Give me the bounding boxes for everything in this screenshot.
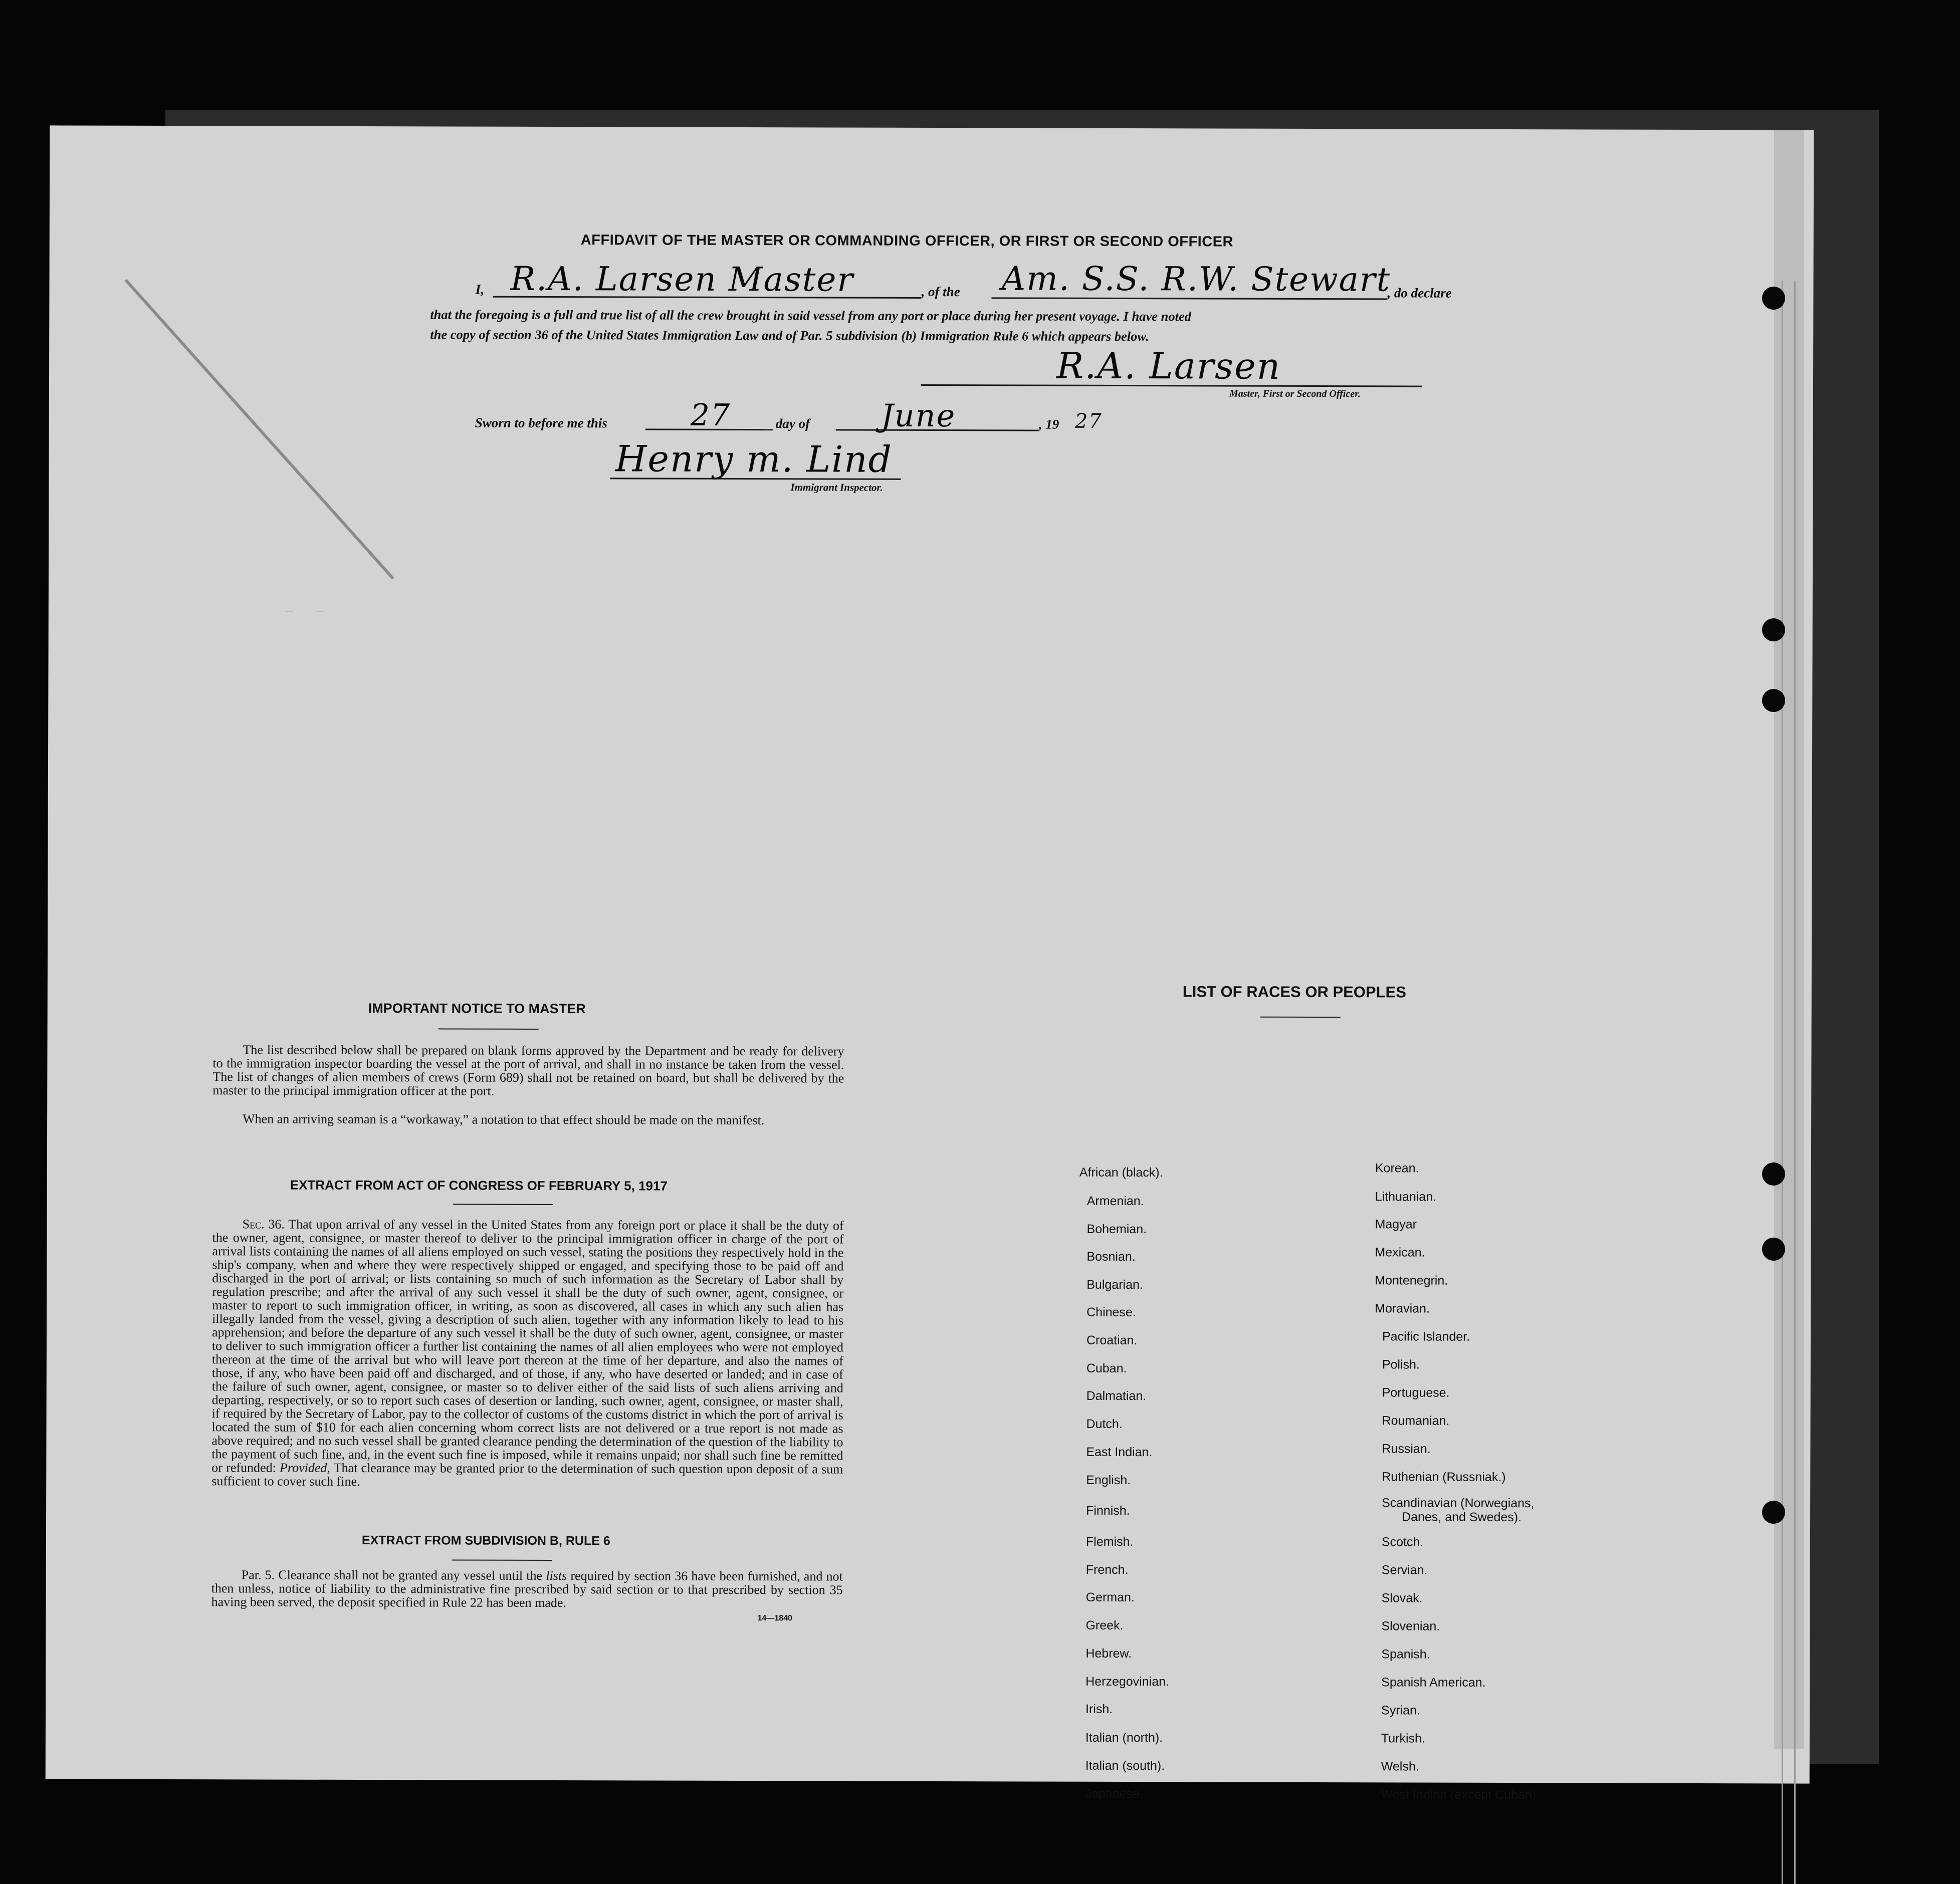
race-item: Welsh. — [1381, 1759, 1419, 1774]
provided-word: Provided, — [280, 1460, 330, 1475]
inspector-caption: Immigrant Inspector. — [790, 481, 883, 494]
race-item: Korean. — [1375, 1161, 1419, 1175]
fold-crease — [125, 279, 394, 580]
races-title: LIST OF RACES OR PEOPLES — [1182, 983, 1406, 1001]
race-item: Mexican. — [1375, 1245, 1425, 1260]
year-prefix: , 19 — [1038, 416, 1059, 432]
sworn-month: June — [881, 397, 956, 434]
affidavit-i: I, — [475, 282, 485, 298]
sec-label: Sec. 36. — [242, 1217, 285, 1232]
punch-hole — [1762, 1162, 1785, 1186]
race-item: Spanish American. — [1381, 1675, 1486, 1690]
race-item: Montenegrin. — [1375, 1273, 1448, 1288]
race-item: Bohemian. — [1086, 1222, 1147, 1237]
race-item: Turkish. — [1381, 1731, 1425, 1746]
lists-word: lists — [546, 1568, 567, 1583]
extract-act-end: That clearance may be granted prior to the determination of such question upon deposit of a sum sufficient to cover such fine. — [211, 1460, 843, 1489]
race-item: East Indian. — [1086, 1445, 1153, 1460]
race-item: Danes, and Swedes). — [1402, 1510, 1522, 1525]
race-item: German. — [1085, 1590, 1135, 1605]
strip-line — [1794, 281, 1796, 1884]
punch-hole — [1762, 1501, 1785, 1524]
race-item: Polish. — [1382, 1357, 1420, 1372]
do-declare-label: , do declare — [1387, 285, 1452, 301]
race-item: Moravian. — [1375, 1301, 1430, 1316]
race-item: Bulgarian. — [1086, 1277, 1143, 1292]
race-item: Pacific Islander. — [1382, 1329, 1470, 1344]
race-item: Slovak. — [1381, 1591, 1423, 1605]
race-item: Armenian. — [1086, 1194, 1144, 1209]
notice-paragraph-1: The list described below shall be prepared on blank forms approved by the Department and be ready for delivery to the immigration inspector boarding the vessel at the port of arrival, and shall in no instance be taken from the vessel. The list of changes of alien members of crews (Form 689) shall not be retained on board, but shall be delivered by the master to the principal immigration officer at the port. — [212, 1042, 844, 1098]
race-item: English. — [1086, 1473, 1131, 1488]
strip-line — [1782, 281, 1783, 1884]
punch-hole — [1762, 618, 1785, 641]
race-item: West Indian (except Cuban). — [1381, 1787, 1540, 1802]
race-item: Scandinavian (Norwegians, — [1382, 1496, 1535, 1511]
race-item: Hebrew. — [1085, 1646, 1132, 1661]
of-the-label: , of the — [921, 284, 960, 300]
race-item: Spanish. — [1381, 1647, 1430, 1662]
race-item: African (black). — [1079, 1165, 1163, 1180]
race-item: Finnish. — [1086, 1503, 1130, 1518]
race-item: Chinese. — [1086, 1305, 1136, 1320]
punch-hole — [1762, 689, 1785, 712]
extract-act-text — [211, 1217, 843, 1489]
master-caption: Master, First or Second Officer. — [1229, 388, 1361, 400]
rule-text-b: required by section 36 have been furnished, and not then unless, notice of liability to the administrative fine prescribed by said section or to that prescribed by section 35 having been served, the deposit specified in Rule 22 has been made. — [211, 1568, 843, 1610]
race-item: Bosnian. — [1086, 1249, 1136, 1264]
race-item: Servian. — [1381, 1563, 1428, 1577]
sworn-day: 27 — [690, 397, 731, 433]
races-divider — [1260, 1017, 1341, 1018]
extract-rule-title: EXTRACT FROM SUBDIVISION B, RULE 6 — [361, 1533, 610, 1548]
race-item: Scotch. — [1381, 1535, 1424, 1549]
extract-act-title: EXTRACT FROM ACT OF CONGRESS OF FEBRUARY 5, 1917 — [290, 1177, 668, 1194]
punch-hole — [1762, 287, 1785, 310]
race-item: Cuban. — [1086, 1361, 1127, 1376]
race-item: Croatian. — [1086, 1333, 1138, 1348]
punch-hole — [1762, 1238, 1785, 1261]
race-item: Italian (north). — [1085, 1730, 1163, 1745]
affidavit-title: AFFIDAVIT OF THE MASTER OR COMMANDING OFFICER, OR FIRST OR SECOND OFFICER — [580, 232, 1234, 250]
manifest-page — [46, 125, 1814, 1802]
race-item: Syrian. — [1381, 1703, 1420, 1718]
vessel-name-handwritten: Am. S.S. R.W. Stewart — [1001, 259, 1391, 299]
extract-rule-text — [211, 1568, 843, 1610]
race-item: Slovenian. — [1381, 1619, 1440, 1633]
race-item: Herzegovinian. — [1085, 1674, 1170, 1689]
rule-text-a: Par. 5. Clearance shall not be granted any vessel until the — [241, 1567, 543, 1583]
race-item: Russian. — [1382, 1442, 1431, 1456]
race-item: Lithuanian. — [1375, 1190, 1437, 1204]
year-suffix: 27 — [1074, 409, 1103, 433]
race-item: Ruthenian (Russniak.) — [1382, 1470, 1506, 1485]
race-item: Dalmatian. — [1086, 1388, 1147, 1403]
inspector-signature: Henry m. Lind — [615, 437, 893, 481]
race-item: Japanese. — [1085, 1786, 1144, 1801]
form-number: 14—1840 — [757, 1614, 792, 1623]
affidavit-body-line2: the copy of section 36 of the United States Immigration Law and of Par. 5 subdivision (b) Immigration Rule 6 which appears below. — [430, 327, 1149, 344]
race-item: French. — [1085, 1562, 1129, 1577]
master-signature: R.A. Larsen — [1056, 344, 1281, 387]
race-item: Magyar — [1375, 1217, 1417, 1232]
race-item: Italian (south). — [1085, 1758, 1165, 1773]
extract-act-divider — [453, 1204, 553, 1206]
race-item: Portuguese. — [1382, 1385, 1450, 1400]
bleed-through-text: – – — [274, 602, 325, 621]
extract-rule-divider — [452, 1560, 552, 1561]
notice-divider — [439, 1028, 539, 1030]
master-name-handwritten: R.A. Larsen Master — [510, 259, 854, 299]
notice-paragraph-2: When an arriving seaman is a “workaway,” a notation to that effect should be made on the manifest. — [243, 1111, 765, 1128]
sworn-prefix: Sworn to before me this — [475, 415, 607, 431]
day-of-label: day of — [775, 416, 810, 431]
affidavit-body-line1: that the foregoing is a full and true list of all the crew brought in said vessel from any port or place during her present voyage. I have noted — [430, 307, 1192, 324]
extract-act-body: That upon arrival of any vessel in the United States from any foreign port or place it shall be the duty of the owner, agent, consignee, or master thereof to deliver to the principal immigration officer in charge of the port of arrival lists containing the names of all aliens employed on such vessel, stating the positions they respectively hold in the ship's company, when and where they were respectively shipped or engaged, and specifying those to be paid off and discharged in the port of arrival; or lists containing so much of such information as the Secretary of Labor shall by regulation prescribe; and after the arrival of any such vessel it shall be the duty of such owner, agent, consignee, or master to report to such immigration officer, in writing, as soon as discovered, all cases in which any such alien has illegally landed from the vessel, giving a description of such alien, together with any information likely to lead to his apprehension; and before the departure of any such vessel it shall be the duty of such owner, agent, consignee, or master to deliver to such immigration officer a further list containing the names of all alien employees who were not employed thereon at the time of the arrival but who will leave port thereon at the time of her departure, and also the names of those, if any, who have been paid off and discharged, and of those, if any, who have deserted or landed; and in case of the failure of such owner, agent, consignee, or master so to deliver either of the said lists of such aliens arriving and departing, respectively, or so to report such cases of desertion or landing, such owner, agent, consignee, or master shall, if required by the Secretary of Labor, pay to the collector of customs of the customs district in which the port of arrival is located the sum of $10 for each alien concerning whom correct lists are not delivered or a true report is not made as above required; and no such vessel shall be granted clearance pending the determination of the question of the liability to the payment of such fine, and, in the event such fine is imposed, while it remains unpaid; nor shall such fine be remitted or refunded: — [211, 1217, 844, 1475]
race-item: Dutch. — [1086, 1417, 1123, 1432]
race-item: Flemish. — [1085, 1534, 1134, 1549]
notice-title: IMPORTANT NOTICE TO MASTER — [368, 1001, 586, 1017]
race-item: Roumanian. — [1382, 1414, 1450, 1428]
race-item: Irish. — [1085, 1702, 1113, 1716]
race-item: Greek. — [1085, 1618, 1124, 1633]
